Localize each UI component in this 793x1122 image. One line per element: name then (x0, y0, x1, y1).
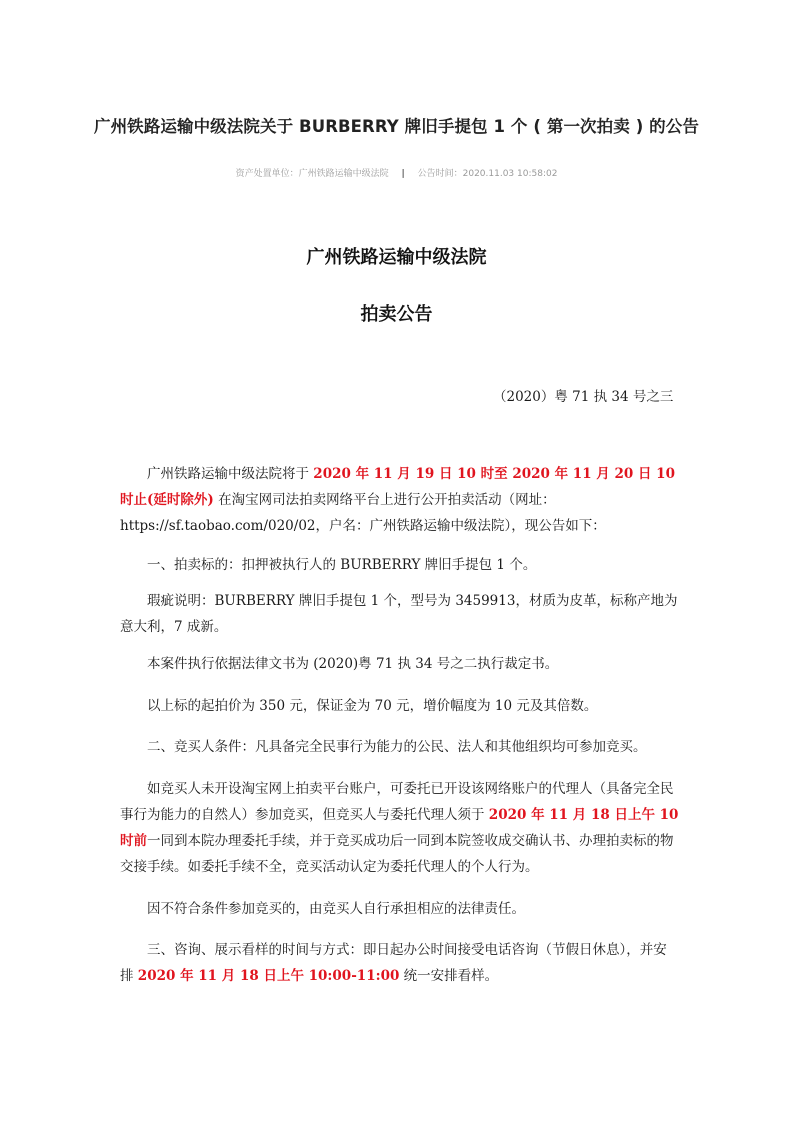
proxy-deadline: 2020 年 11 月 18 日上午 10 时前 (120, 807, 679, 849)
notice-title: 拍卖公告 (360, 304, 433, 325)
court-name: 广州铁路运输中级法院 (306, 247, 487, 268)
paragraph-viewing (120, 937, 680, 989)
paragraph-pricing: 以上标的起拍价为 350 元，保证金为 70 元，增价幅度为 10 元及其倍数。 (147, 698, 598, 714)
paragraph-auction-schedule (120, 461, 680, 539)
viewing-time: 2020 年 11 月 18 日上午 10:00-11:00 (137, 968, 400, 984)
disposal-unit: 资产处置单位：广州铁路运输中级法院 (235, 169, 389, 179)
schedule-intro: 广州铁路运输中级法院将于 (147, 466, 314, 482)
auction-period: 2020 年 11 月 19 日 10 时至 2020 年 11 月 20 日 10 时止(延时除外) (120, 466, 675, 508)
meta-separator: | (401, 169, 405, 179)
paragraph-bidder-conditions: 二、竞买人条件：凡具备完全民事行为能力的公民、法人和其他组织均可参加竞买。 (147, 739, 647, 755)
paragraph-liability: 因不符合条件参加竞买的，由竞买人自行承担相应的法律责任。 (147, 901, 525, 917)
paragraph-proxy-bidding (120, 776, 680, 880)
meta-line (0, 166, 793, 179)
schedule-platform: 在淘宝网司法拍卖网络平台上进行公开拍卖活动（网址：https://sf.taobao.com/020/02，户名：广州铁路运输中级法院），现公告如下： (120, 492, 606, 534)
proxy-procedure: 一同到本院办理委托手续，并于竞买成功后一同到本院签收成交确认书、办理拍卖标的物交接手续。如委托手续不全，竞买活动认定为委托代理人的个人行为。 (120, 833, 674, 875)
publish-time: 公告时间：2020.11.03 10:58:02 (417, 169, 558, 179)
paragraph-auction-item: 一、拍卖标的：扣押被执行人的 BURBERRY 牌旧手提包 1 个。 (147, 557, 537, 573)
proxy-intro: 如竞买人未开设淘宝网上拍卖平台账户，可委托已开设该网络账户的代理人（具备完全民事行为能力的自然人）参加竞买，但竞买人与委托代理人须于 (120, 781, 674, 823)
paragraph-defect-description: 瑕疵说明：BURBERRY 牌旧手提包 1 个，型号为 3459913，材质为皮革，标称产地为意大利，7 成新。 (120, 593, 678, 635)
case-number: （2020）粤 71 执 34 号之三 (493, 389, 674, 405)
announcement-title: 广州铁路运输中级法院关于 BURBERRY 牌旧手提包 1 个 ( 第一次拍卖 ) 的公告 (93, 117, 699, 136)
viewing-arrangement: 统一安排看样。 (399, 968, 499, 984)
paragraph-legal-basis: 本案件执行依据法律文书为 (2020)粤 71 执 34 号之二执行裁定书。 (147, 656, 559, 672)
viewing-intro: 三、咨询、展示看样的时间与方式：即日起办公时间接受电话咨询（节假日休息），并安排 (120, 942, 667, 984)
